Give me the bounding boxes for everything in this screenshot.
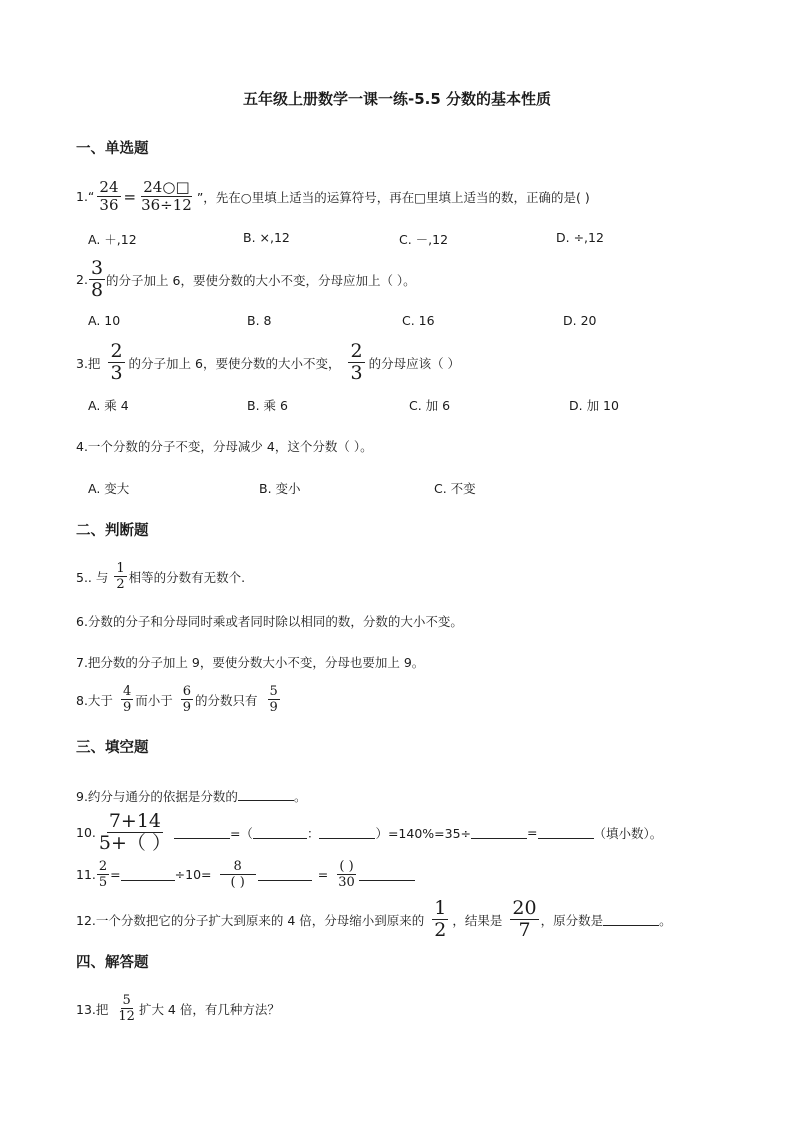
fraction-numerator: 20: [512, 897, 537, 919]
answer-blank[interactable]: [319, 826, 375, 839]
q2-option-b[interactable]: B. 8: [247, 313, 272, 328]
fraction-denominator: 8: [90, 279, 104, 301]
question-12: [76, 899, 672, 940]
fraction-numerator: 6: [182, 684, 192, 699]
page-title: 五年级上册数学一课一练-5.5 分数的基本性质: [242, 90, 552, 108]
question-10: [76, 812, 662, 853]
question-6: 6.分数的分子和分母同时乘或者同时除以相同的数，分数的大小不变。: [76, 614, 463, 629]
question-13-text: 扩大 4 倍，有几种方法？: [138, 1001, 280, 1017]
q10-text-segment: ）=140%=35÷: [375, 825, 472, 841]
fraction-numerator: 5: [122, 993, 131, 1008]
q3-option-a[interactable]: A. 乘 4: [88, 398, 129, 413]
fraction-20-7: [510, 899, 538, 940]
q3-option-b[interactable]: B. 乘 6: [247, 398, 288, 413]
fraction-3-8: [89, 259, 105, 300]
question-11-prefix: 11.: [76, 867, 96, 882]
fraction-denominator: 2: [116, 577, 125, 592]
q11-text-segment: ÷10=: [174, 867, 212, 882]
fraction-numerator: 24○□: [143, 178, 190, 196]
question-3-text-part2: 的分母应该（ ）: [368, 355, 461, 371]
q10-text-segment: （填小数）。: [593, 825, 663, 841]
q1-option-a[interactable]: A. ＋,12: [88, 232, 137, 247]
fraction-2-3: [108, 342, 124, 383]
fraction-denominator: 12: [118, 1009, 135, 1024]
q3-option-d[interactable]: D. 加 10: [569, 398, 619, 413]
fraction-blank-expression: [139, 180, 194, 213]
question-3-prefix: 3.把: [76, 355, 101, 371]
fraction-denominator: ( ): [230, 875, 245, 890]
section-heading-fill-blank: 三、填空题: [76, 740, 149, 756]
fraction-numerator: 1: [434, 897, 447, 919]
question-2-text: 的分子加上 6，要使分数的大小不变，分母应加上（ ）。: [106, 272, 416, 288]
question-3-text-part1: 的分子加上 6，要使分数的大小不变，: [128, 355, 341, 371]
question-12-end: 。: [659, 912, 672, 928]
fraction-numerator: 2: [98, 859, 108, 874]
fraction-expression: [97, 812, 173, 853]
question-1: [76, 180, 590, 213]
fraction-denominator: 5: [98, 875, 108, 890]
question-10-prefix: 10.: [76, 825, 96, 840]
question-13-prefix: 13.把: [76, 1001, 109, 1017]
q11-text-segment: =: [317, 867, 329, 882]
q4-option-c[interactable]: C. 不变: [434, 481, 476, 496]
q1-option-b[interactable]: B. ×,12: [243, 230, 290, 245]
q10-text-segment: ：: [306, 825, 320, 841]
answer-blank[interactable]: [174, 826, 230, 839]
answer-blank[interactable]: [238, 788, 294, 801]
answer-blank[interactable]: [253, 826, 307, 839]
fraction-numerator: 1: [116, 561, 125, 576]
q1-option-c[interactable]: C. －,12: [399, 232, 449, 247]
question-1-prefix: 1.“: [76, 189, 95, 204]
fraction-numerator: 24: [99, 178, 119, 196]
question-5: [76, 562, 245, 591]
fraction-denominator: 2: [434, 919, 447, 941]
question-12-text-part2: ，结果是: [452, 912, 503, 928]
fraction-denominator: 7: [518, 919, 531, 941]
fraction-denominator: 30: [338, 875, 355, 890]
fraction-blank-30: [336, 860, 357, 889]
answer-blank[interactable]: [258, 868, 312, 881]
q1-option-d[interactable]: D. ÷,12: [556, 230, 604, 245]
fraction-numerator: 2: [350, 340, 363, 362]
question-9: [76, 787, 306, 805]
question-4: 4.一个分数的分子不变，分母减少 4，这个分数（ ）。: [76, 439, 373, 454]
fraction-1-2: [114, 562, 126, 591]
question-2-prefix: 2.: [76, 272, 88, 287]
fraction-denominator: 9: [122, 700, 132, 715]
fraction-numerator: 8: [220, 860, 256, 875]
fraction-1-2: [432, 899, 448, 940]
fraction-8-blank: [220, 860, 256, 889]
question-12-text-part3: ，原分数是: [540, 912, 604, 928]
answer-blank[interactable]: [471, 826, 527, 839]
fraction-denominator: 9: [269, 700, 278, 715]
fraction-numerator: 2: [110, 340, 123, 362]
question-5-text: 相等的分数有无数个.: [128, 569, 246, 585]
fraction-5-12: [116, 994, 137, 1023]
question-8-prefix: 8.大于: [76, 692, 113, 708]
fraction-2-3-second: [348, 342, 364, 383]
q4-option-b[interactable]: B. 变小: [259, 481, 301, 496]
fraction-5-9: [268, 685, 280, 714]
q2-option-a[interactable]: A. 10: [88, 313, 121, 328]
question-7: 7.把分数的分子加上 9，要使分数大小不变，分母也要加上 9。: [76, 655, 425, 670]
q10-text-segment: =: [527, 825, 538, 840]
question-1-text: ”，先在○里填上适当的运算符号，再在□里填上适当的数，正确的是( ): [196, 189, 590, 205]
answer-blank[interactable]: [603, 913, 659, 926]
section-heading-true-false: 二、判断题: [76, 523, 149, 539]
fraction-denominator: 36: [99, 196, 119, 214]
question-2: [76, 259, 416, 300]
answer-blank[interactable]: [359, 868, 415, 881]
question-3: [76, 342, 460, 383]
fraction-denominator: 9: [182, 700, 192, 715]
fraction-6-9: [181, 685, 193, 714]
question-8-text: 的分数只有: [195, 692, 258, 708]
fraction-denominator: 36÷12: [141, 196, 192, 214]
q10-text-segment: =（: [229, 825, 253, 841]
q4-option-a[interactable]: A. 变大: [88, 481, 130, 496]
equals-sign: =: [123, 187, 137, 206]
section-heading-single-choice: 一、单选题: [76, 141, 149, 157]
fraction-denominator: 3: [110, 362, 123, 384]
fraction-2-5: [97, 860, 109, 889]
question-8: [76, 685, 282, 714]
fraction-numerator: 3: [90, 257, 104, 279]
question-9-text: 9.约分与通分的依据是分数的: [76, 789, 238, 804]
fraction-denominator: 3: [350, 362, 363, 384]
fraction-numerator: ( ): [339, 859, 354, 874]
section-heading-solve: 四、解答题: [76, 955, 149, 971]
q2-option-d[interactable]: D. 20: [563, 313, 597, 328]
question-9-end: 。: [293, 789, 307, 804]
fraction-24-36: [97, 180, 120, 213]
question-11: [76, 860, 415, 889]
q11-text-segment: =: [110, 867, 121, 882]
answer-blank[interactable]: [538, 826, 594, 839]
fraction-numerator: 7+14: [108, 810, 162, 832]
fraction-4-9: [121, 685, 133, 714]
question-8-mid-text: 而小于: [135, 692, 173, 708]
question-13: [76, 994, 280, 1023]
question-5-prefix: 5.. 与: [76, 569, 109, 585]
fraction-numerator: 5: [269, 684, 278, 699]
fraction-numerator: 4: [122, 684, 132, 699]
fraction-denominator: 5+（ ）: [98, 832, 171, 854]
question-12-text-part1: 12.一个分数把它的分子扩大到原来的 4 倍，分母缩小到原来的: [76, 912, 425, 928]
q3-option-c[interactable]: C. 加 6: [409, 398, 451, 413]
q2-option-c[interactable]: C. 16: [402, 313, 435, 328]
answer-blank[interactable]: [121, 868, 175, 881]
